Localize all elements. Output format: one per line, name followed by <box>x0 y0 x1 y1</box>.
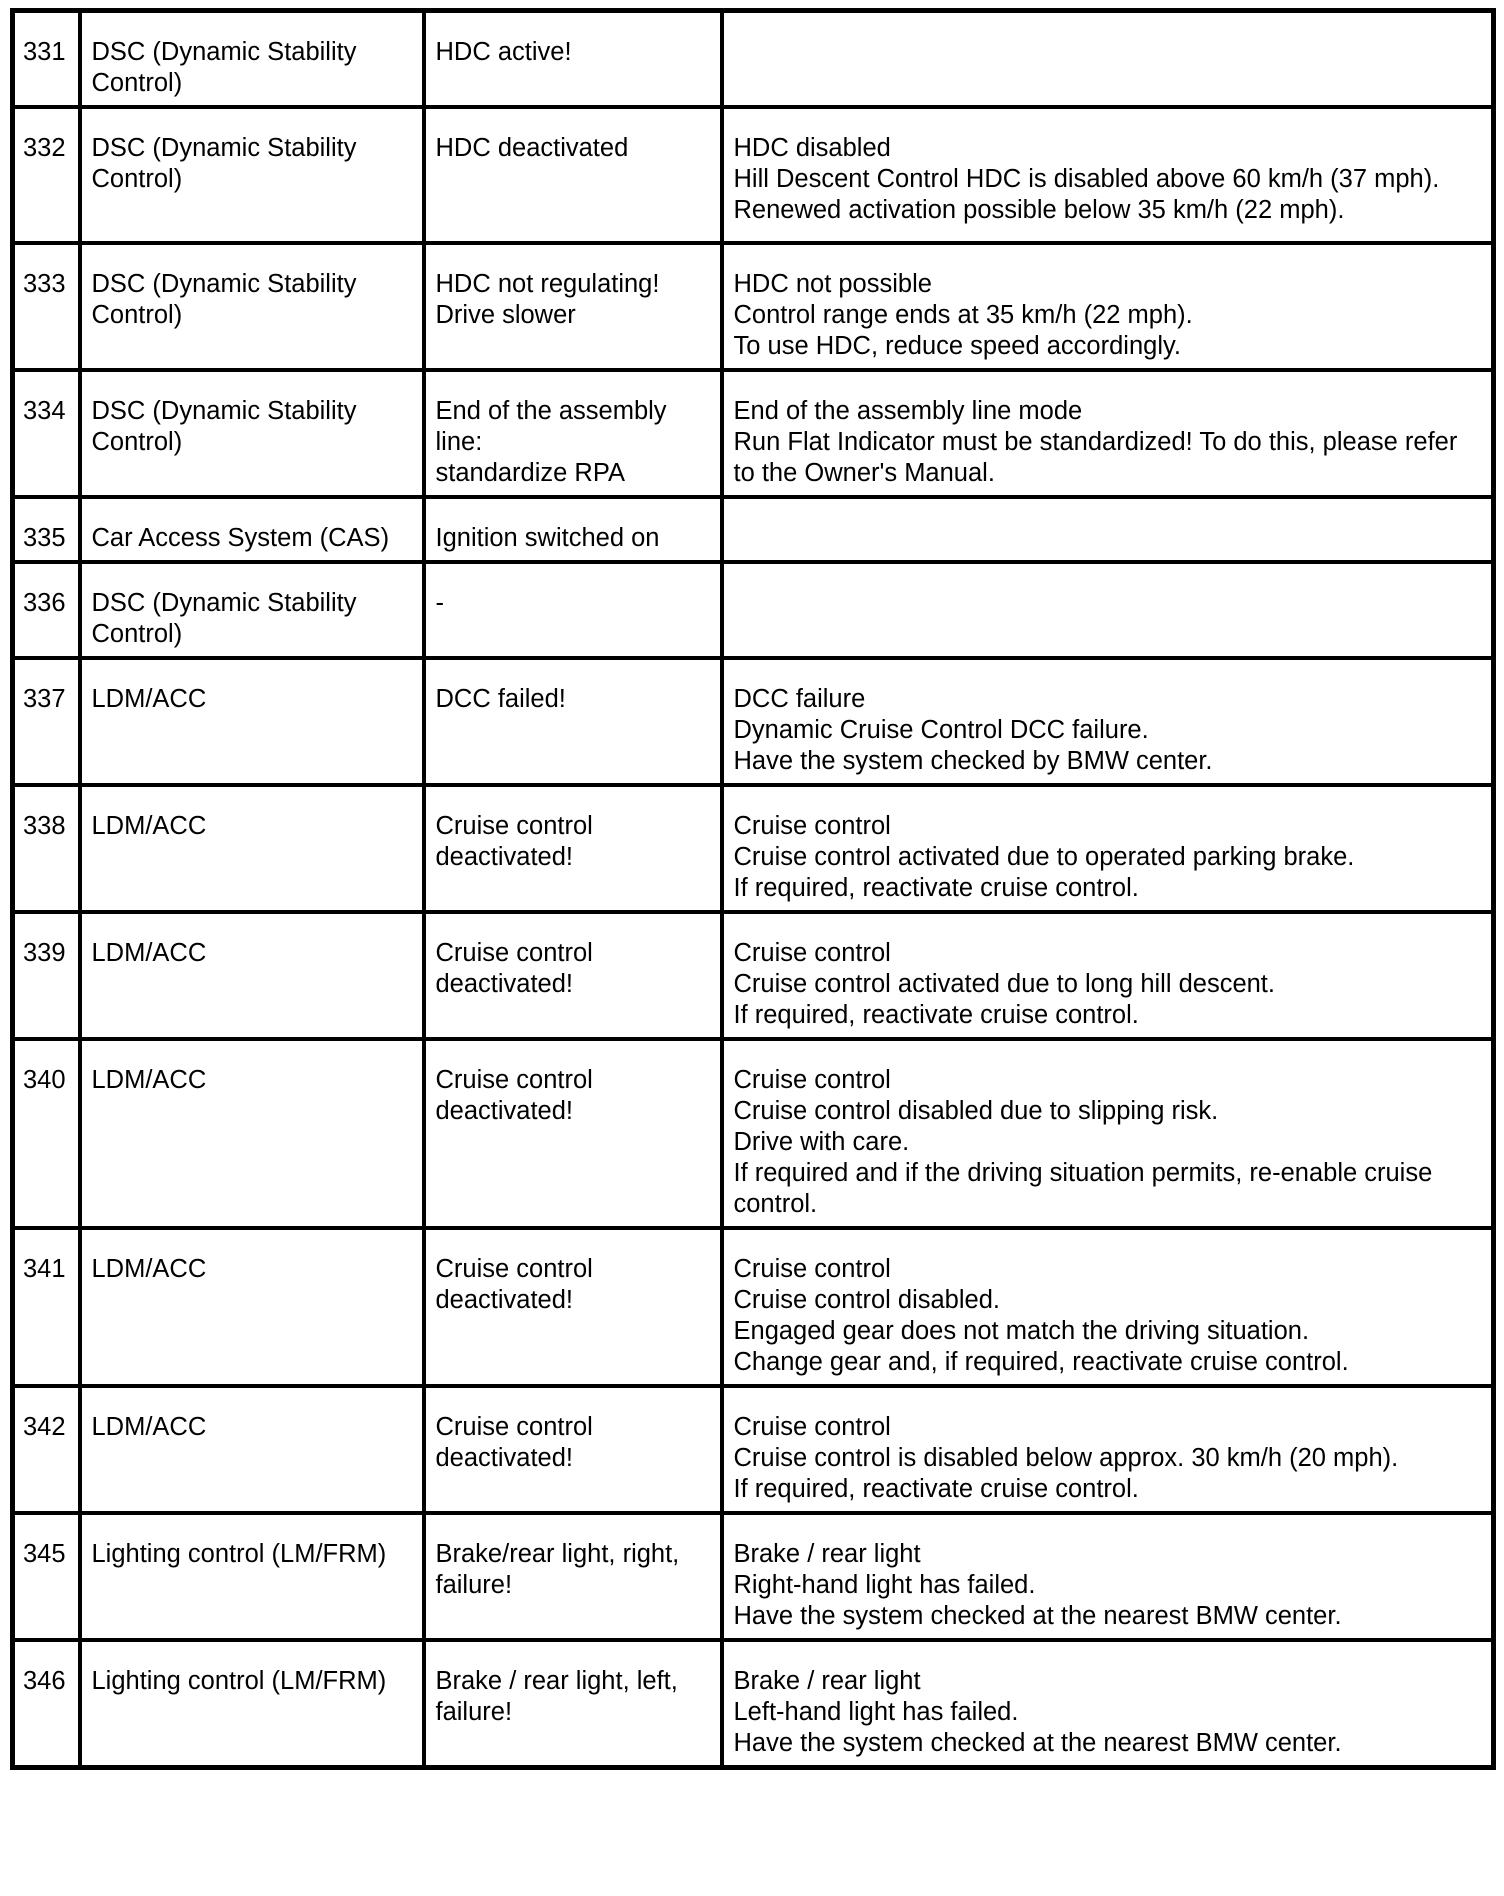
message-text: - <box>424 562 722 658</box>
system-name: Lighting control (LM/FRM) <box>80 1640 424 1768</box>
check-control-message-table <box>10 8 1496 1770</box>
system-name: LDM/ACC <box>80 1039 424 1228</box>
system-name: LDM/ACC <box>80 1228 424 1386</box>
message-number: 341 <box>13 1228 80 1386</box>
message-number: 346 <box>13 1640 80 1768</box>
table-row <box>13 1228 1494 1386</box>
message-description: Brake / rear light Right-hand light has failed. Have the system checked at the nearest BMW center. <box>722 1513 1494 1640</box>
message-description: Cruise control Cruise control activated due to long hill descent. If required, reactivate cruise control. <box>722 912 1494 1039</box>
message-text: DCC failed! <box>424 658 722 785</box>
system-name: DSC (Dynamic Stability Control) <box>80 243 424 370</box>
message-text: Brake / rear light, left, failure! <box>424 1640 722 1768</box>
message-text: Brake/rear light, right, failure! <box>424 1513 722 1640</box>
table-row <box>13 243 1494 370</box>
system-name: DSC (Dynamic Stability Control) <box>80 562 424 658</box>
message-number: 342 <box>13 1386 80 1513</box>
message-text: Cruise control deactivated! <box>424 1039 722 1228</box>
message-description: DCC failure Dynamic Cruise Control DCC failure. Have the system checked by BMW center. <box>722 658 1494 785</box>
message-number: 335 <box>13 497 80 562</box>
table-row <box>13 370 1494 497</box>
table-row <box>13 1640 1494 1768</box>
message-description <box>722 497 1494 562</box>
message-number: 338 <box>13 785 80 912</box>
message-number: 345 <box>13 1513 80 1640</box>
message-text: Cruise control deactivated! <box>424 1228 722 1386</box>
message-number: 337 <box>13 658 80 785</box>
message-description: Cruise control Cruise control activated due to operated parking brake. If required, reactivate cruise control. <box>722 785 1494 912</box>
message-description: End of the assembly line mode Run Flat Indicator must be standardized! To do this, please refer to the Owner's Manual. <box>722 370 1494 497</box>
table-row <box>13 658 1494 785</box>
system-name: LDM/ACC <box>80 912 424 1039</box>
document-page <box>10 8 1496 1770</box>
table-row <box>13 562 1494 658</box>
table-row <box>13 107 1494 243</box>
table-row <box>13 1039 1494 1228</box>
message-description: Brake / rear light Left-hand light has failed. Have the system checked at the nearest BMW center. <box>722 1640 1494 1768</box>
table-row <box>13 1386 1494 1513</box>
message-text: HDC active! <box>424 11 722 108</box>
message-text: Cruise control deactivated! <box>424 912 722 1039</box>
message-description: HDC not possible Control range ends at 35 km/h (22 mph). To use HDC, reduce speed accordingly. <box>722 243 1494 370</box>
system-name: DSC (Dynamic Stability Control) <box>80 107 424 243</box>
message-number: 339 <box>13 912 80 1039</box>
system-name: Car Access System (CAS) <box>80 497 424 562</box>
system-name: LDM/ACC <box>80 658 424 785</box>
message-number: 334 <box>13 370 80 497</box>
message-description: Cruise control Cruise control disabled due to slipping risk. Drive with care. If required and if the driving situation permits, re-enable cruise control. <box>722 1039 1494 1228</box>
system-name: Lighting control (LM/FRM) <box>80 1513 424 1640</box>
table-row <box>13 785 1494 912</box>
system-name: LDM/ACC <box>80 1386 424 1513</box>
message-text: HDC deactivated <box>424 107 722 243</box>
table-row <box>13 11 1494 108</box>
message-number: 333 <box>13 243 80 370</box>
message-text: Cruise control deactivated! <box>424 785 722 912</box>
table-row <box>13 912 1494 1039</box>
table-body <box>13 11 1494 1768</box>
message-number: 331 <box>13 11 80 108</box>
message-description <box>722 562 1494 658</box>
system-name: LDM/ACC <box>80 785 424 912</box>
message-description: HDC disabled Hill Descent Control HDC is disabled above 60 km/h (37 mph). Renewed activation possible below 35 km/h (22 mph). <box>722 107 1494 243</box>
message-number: 340 <box>13 1039 80 1228</box>
message-description <box>722 11 1494 108</box>
table-row <box>13 1513 1494 1640</box>
message-text: HDC not regulating! Drive slower <box>424 243 722 370</box>
message-number: 332 <box>13 107 80 243</box>
message-number: 336 <box>13 562 80 658</box>
message-description: Cruise control Cruise control disabled. Engaged gear does not match the driving situation. Change gear and, if required, reactivate cruise control. <box>722 1228 1494 1386</box>
message-text: Cruise control deactivated! <box>424 1386 722 1513</box>
table-row <box>13 497 1494 562</box>
message-text: Ignition switched on <box>424 497 722 562</box>
system-name: DSC (Dynamic Stability Control) <box>80 370 424 497</box>
message-text: End of the assembly line: standardize RPA <box>424 370 722 497</box>
message-description: Cruise control Cruise control is disabled below approx. 30 km/h (20 mph). If required, reactivate cruise control. <box>722 1386 1494 1513</box>
system-name: DSC (Dynamic Stability Control) <box>80 11 424 108</box>
